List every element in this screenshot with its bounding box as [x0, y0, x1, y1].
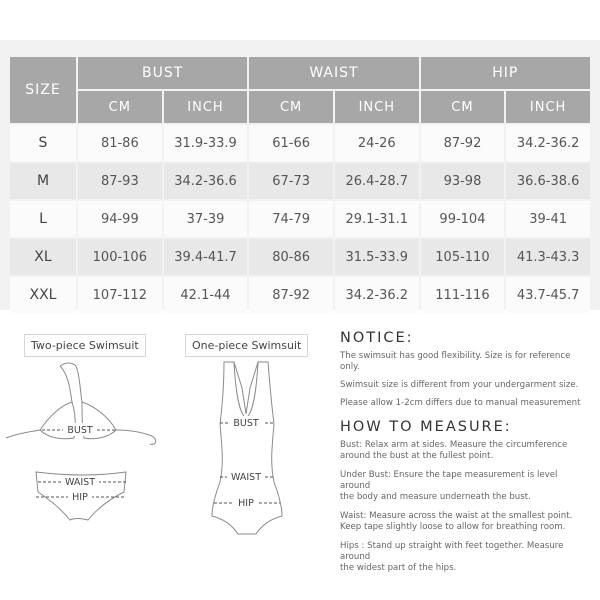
- hip-inch-header: INCH: [506, 91, 590, 123]
- table-cell: 107-112: [78, 277, 162, 313]
- measure-text: the widest part of the hips.: [340, 563, 457, 573]
- table-cell: 31.5-33.9: [335, 239, 419, 275]
- bust-inch-header: INCH: [164, 91, 248, 123]
- table-cell: 34.2-36.2: [335, 277, 419, 313]
- table-cell: 74-79: [249, 201, 333, 237]
- measure-text: Keep tape slightly loose to allow for breathing room.: [340, 522, 566, 532]
- notice-title: NOTICE:: [340, 330, 414, 346]
- two-piece-bust-label: BUST: [67, 425, 93, 436]
- how-to-measure-title: HOW TO MEASURE:: [340, 419, 512, 435]
- table-cell: 94-99: [78, 201, 162, 237]
- notice-line: Swimsuit size is different from your undergarment size.: [340, 380, 579, 390]
- table-cell: 39.4-41.7: [164, 239, 248, 275]
- one-piece-bust-label: BUST: [233, 418, 259, 429]
- table-row: [10, 239, 590, 275]
- measure-item-bust: [340, 440, 590, 462]
- size-cell: L: [10, 201, 76, 237]
- table-cell: 87-92: [249, 277, 333, 313]
- waist-inch-header: INCH: [335, 91, 419, 123]
- table-row: [10, 277, 590, 313]
- table-cell: 87-92: [421, 125, 505, 161]
- two-piece-swimsuit-illustration: [0, 360, 170, 540]
- table-cell: 67-73: [249, 163, 333, 199]
- size-cell: S: [10, 125, 76, 161]
- table-cell: 39-41: [506, 201, 590, 237]
- measure-text: Hips : Stand up straight with feet together. Measure around: [340, 541, 564, 562]
- table-cell: 29.1-31.1: [335, 201, 419, 237]
- table-row: [10, 163, 590, 199]
- table-cell: 93-98: [421, 163, 505, 199]
- table-cell: 26.4-28.7: [335, 163, 419, 199]
- table-cell: 37-39: [164, 201, 248, 237]
- measure-text: around the bust at the fullest point.: [340, 451, 494, 461]
- measure-item-under-bust: [340, 470, 590, 503]
- hip-group-header: HIP: [421, 57, 590, 89]
- table-cell: 99-104: [421, 201, 505, 237]
- one-piece-swimsuit-illustration: [190, 358, 310, 548]
- table-cell: 61-66: [249, 125, 333, 161]
- table-cell: 42.1-44: [164, 277, 248, 313]
- measure-item-hips: [340, 541, 590, 574]
- table-cell: 24-26: [335, 125, 419, 161]
- table-row: [10, 125, 590, 161]
- measure-text: Under Bust: Ensure the tape measurement is level around: [340, 470, 558, 491]
- table-cell: 43.7-45.7: [506, 277, 590, 313]
- size-cell: XL: [10, 239, 76, 275]
- table-cell: 80-86: [249, 239, 333, 275]
- table-cell: 41.3-43.3: [506, 239, 590, 275]
- two-piece-label: Two-piece Swimsuit: [24, 334, 146, 357]
- waist-cm-header: CM: [249, 91, 333, 123]
- size-cell: M: [10, 163, 76, 199]
- table-cell: 34.2-36.6: [164, 163, 248, 199]
- table-cell: 111-116: [421, 277, 505, 313]
- one-piece-label: One-piece Swimsuit: [185, 334, 308, 357]
- one-piece-waist-label: WAIST: [230, 472, 262, 483]
- table-row: [10, 201, 590, 237]
- size-column-header: SIZE: [10, 57, 76, 123]
- bust-cm-header: CM: [78, 91, 162, 123]
- table-cell: 36.6-38.6: [506, 163, 590, 199]
- one-piece-hip-label: HIP: [238, 498, 254, 509]
- notice-line: The swimsuit has good flexibility. Size is for reference only.: [340, 351, 571, 372]
- size-cell: XXL: [10, 277, 76, 313]
- hip-cm-header: CM: [421, 91, 505, 123]
- two-piece-hip-label: HIP: [72, 492, 88, 503]
- waist-group-header: WAIST: [249, 57, 418, 89]
- measure-text: the body and measure underneath the bust.: [340, 492, 531, 502]
- table-cell: 100-106: [78, 239, 162, 275]
- measure-text: Bust: Relax arm at sides. Measure the circumference: [340, 440, 568, 450]
- measure-text: Waist: Measure across the waist at the smallest point.: [340, 511, 573, 521]
- measure-item-waist: [340, 511, 590, 533]
- table-cell: 87-93: [78, 163, 162, 199]
- size-chart-table: [8, 55, 592, 315]
- notice-section: [340, 330, 590, 574]
- bust-group-header: BUST: [78, 57, 247, 89]
- table-cell: 34.2-36.2: [506, 125, 590, 161]
- table-cell: 31.9-33.9: [164, 125, 248, 161]
- two-piece-waist-label: WAIST: [64, 477, 96, 488]
- table-cell: 105-110: [421, 239, 505, 275]
- notice-line: Please allow 1-2cm differs due to manual measurement: [340, 398, 581, 408]
- table-cell: 81-86: [78, 125, 162, 161]
